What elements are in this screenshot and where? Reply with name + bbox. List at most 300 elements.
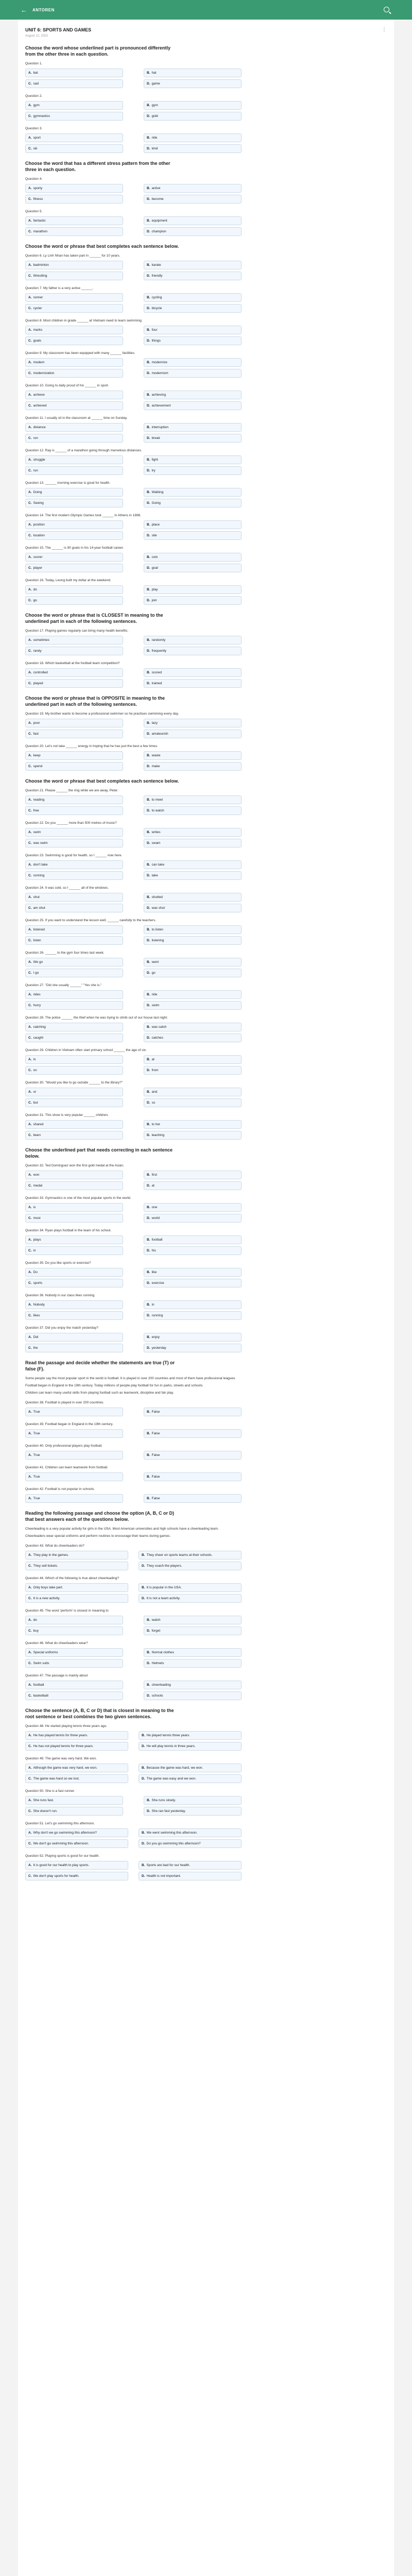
answer-option[interactable] — [25, 1551, 128, 1560]
option-text: try — [151, 469, 156, 472]
question-text: Question 44. Which of the following is true about cheerleading? — [25, 1577, 119, 1580]
answer-option[interactable] — [25, 679, 123, 688]
answer-option[interactable] — [144, 304, 242, 313]
answer-option[interactable] — [25, 1311, 123, 1320]
answer-option[interactable] — [144, 1681, 242, 1689]
answer-option[interactable] — [25, 1616, 123, 1624]
answer-option[interactable] — [25, 434, 123, 443]
answer-option[interactable] — [144, 112, 242, 121]
option-letter: D. — [147, 841, 150, 845]
question-text: Question 31. This show is very popular ______ children. — [25, 1113, 109, 1117]
answer-option[interactable] — [25, 1583, 128, 1592]
answer-option[interactable] — [144, 1429, 242, 1438]
answer-option[interactable] — [144, 1023, 242, 1031]
answer-option[interactable] — [25, 719, 123, 727]
option-letter: B. — [142, 1586, 145, 1589]
option-text: and — [151, 1090, 158, 1094]
answer-option[interactable] — [144, 336, 242, 345]
answer-option[interactable] — [144, 990, 242, 999]
option-letter: D. — [147, 307, 150, 310]
option-letter: D. — [147, 436, 150, 440]
answer-option[interactable] — [144, 1333, 242, 1342]
answer-option[interactable] — [25, 1088, 123, 1096]
answer-option[interactable] — [25, 272, 123, 280]
option-letter: D. — [147, 906, 150, 910]
option-text: modernism — [151, 371, 168, 375]
option-letter: C. — [28, 1874, 32, 1878]
answer-option[interactable] — [144, 1268, 242, 1277]
answer-option[interactable] — [25, 636, 123, 645]
answer-option[interactable] — [139, 1861, 242, 1870]
question-text: Question 1. — [25, 62, 43, 65]
answer-option[interactable] — [25, 1472, 123, 1481]
answer-option[interactable] — [25, 304, 123, 313]
share-icon[interactable]: ⋮ — [382, 27, 387, 32]
answer-option[interactable] — [144, 195, 242, 204]
option-letter: A. — [28, 895, 32, 899]
answer-option[interactable] — [25, 1033, 123, 1042]
answer-option[interactable] — [25, 596, 123, 605]
answer-option[interactable] — [144, 499, 242, 507]
option-letter: C. — [28, 82, 32, 86]
option-text: yesterday — [151, 1346, 166, 1350]
answer-option[interactable] — [25, 184, 123, 193]
answer-option[interactable] — [144, 261, 242, 269]
option-letter: A. — [28, 1734, 32, 1737]
option-text: teaching — [151, 1133, 165, 1137]
answer-option[interactable] — [25, 1742, 128, 1751]
answer-option[interactable] — [25, 520, 123, 529]
answer-option[interactable] — [25, 112, 123, 121]
answer-option[interactable] — [144, 1055, 242, 1064]
answer-option[interactable] — [144, 904, 242, 912]
answer-option[interactable] — [144, 893, 242, 902]
answer-option[interactable] — [144, 1203, 242, 1212]
arrow-left-icon[interactable]: ← — [21, 6, 27, 14]
question-text: Question 7. My father is a very active ______. — [25, 286, 94, 290]
answer-option[interactable] — [144, 79, 242, 88]
answer-option[interactable] — [144, 531, 242, 540]
answer-option[interactable] — [144, 1616, 242, 1624]
option-letter: B. — [147, 393, 150, 397]
answer-option[interactable] — [25, 499, 123, 507]
option-letter: C. — [28, 1184, 32, 1188]
question-item — [25, 853, 387, 880]
option-letter: C. — [28, 939, 32, 942]
option-text: marks — [33, 328, 43, 332]
answer-option[interactable] — [144, 553, 242, 562]
answer-option[interactable] — [25, 969, 123, 977]
answer-option[interactable] — [139, 1583, 242, 1592]
answer-option[interactable] — [25, 1872, 128, 1880]
question-item — [25, 744, 387, 771]
answer-option[interactable] — [144, 184, 242, 193]
answer-option[interactable] — [25, 1774, 128, 1783]
answer-option[interactable] — [144, 1098, 242, 1107]
option-text: cycler — [33, 307, 42, 310]
answer-option[interactable] — [25, 1333, 123, 1342]
answer-option[interactable] — [25, 1214, 123, 1223]
option-letter: A. — [28, 1453, 32, 1457]
answer-option[interactable] — [144, 1300, 242, 1309]
answer-option[interactable] — [25, 423, 123, 432]
answer-option[interactable] — [144, 455, 242, 464]
option-letter: C. — [28, 1597, 32, 1600]
answer-option[interactable] — [144, 564, 242, 572]
answer-option[interactable] — [25, 1764, 128, 1772]
answer-option[interactable] — [25, 668, 123, 677]
answer-option[interactable] — [144, 1311, 242, 1320]
answer-option[interactable] — [144, 272, 242, 280]
answer-option[interactable] — [144, 860, 242, 869]
answer-option[interactable] — [25, 1494, 123, 1503]
answer-option[interactable] — [25, 216, 123, 225]
answer-option[interactable] — [144, 520, 242, 529]
answer-option[interactable] — [139, 1839, 242, 1848]
answer-option[interactable] — [25, 1055, 123, 1064]
answer-option[interactable] — [139, 1594, 242, 1603]
answer-option[interactable] — [25, 839, 123, 848]
answer-option[interactable] — [25, 101, 123, 110]
answer-option[interactable] — [25, 936, 123, 945]
answer-option[interactable] — [25, 293, 123, 302]
answer-option[interactable] — [144, 1626, 242, 1635]
answer-option[interactable] — [25, 1203, 123, 1212]
answer-option[interactable] — [144, 1796, 242, 1805]
option-text: break — [151, 436, 160, 440]
option-letter: C. — [28, 971, 32, 975]
answer-option[interactable] — [25, 466, 123, 475]
answer-option[interactable] — [144, 668, 242, 677]
option-letter: C. — [28, 906, 32, 910]
option-letter: B. — [147, 328, 150, 332]
answer-option[interactable] — [144, 1033, 242, 1042]
answer-option[interactable] — [25, 958, 123, 967]
answer-option[interactable] — [144, 585, 242, 594]
answer-option[interactable] — [25, 1594, 128, 1603]
option-text: lazy — [151, 721, 158, 725]
answer-option[interactable] — [144, 293, 242, 302]
answer-option[interactable] — [144, 936, 242, 945]
answer-option[interactable] — [25, 326, 123, 334]
answer-option[interactable] — [25, 904, 123, 912]
answer-options — [25, 795, 242, 815]
answer-option[interactable] — [144, 133, 242, 142]
option-text: football — [33, 1683, 44, 1687]
option-letter: A. — [28, 1206, 32, 1209]
search-icon[interactable] — [384, 7, 389, 12]
answer-option[interactable] — [25, 553, 123, 562]
answer-option[interactable] — [25, 1344, 123, 1352]
answer-option[interactable] — [144, 1001, 242, 1010]
answer-option[interactable] — [25, 133, 123, 142]
answer-option[interactable] — [25, 1098, 123, 1107]
question-text: Question 23. Swimming is good for health, so I ______ now here. — [25, 854, 123, 857]
option-letter: C. — [28, 147, 32, 150]
answer-option[interactable] — [25, 1451, 123, 1460]
answer-option[interactable] — [144, 871, 242, 880]
answer-option[interactable] — [139, 1872, 242, 1880]
answer-option[interactable] — [144, 1235, 242, 1244]
option-text: make — [151, 765, 160, 768]
answer-option[interactable] — [25, 391, 123, 399]
answer-option[interactable] — [25, 1279, 123, 1287]
answer-options — [25, 520, 242, 540]
answer-option[interactable] — [25, 1807, 123, 1816]
option-text: reading — [33, 798, 45, 802]
answer-option[interactable] — [25, 925, 123, 934]
answer-option[interactable] — [25, 990, 123, 999]
answer-option[interactable] — [25, 1828, 128, 1837]
answer-option[interactable] — [139, 1562, 242, 1570]
option-text: won — [33, 1173, 40, 1177]
answer-option[interactable] — [144, 719, 242, 727]
answer-option[interactable] — [144, 1494, 242, 1503]
option-letter: D. — [147, 404, 150, 408]
answer-option[interactable] — [25, 1659, 123, 1668]
option-text: bicycle — [151, 307, 162, 310]
passage-paragraph: Children can learn many useful skills from playing football such as teamwork, discipline and fair play. — [25, 1391, 174, 1395]
option-letter: D. — [147, 1069, 150, 1072]
answer-option[interactable] — [25, 369, 123, 378]
answer-option[interactable] — [25, 358, 123, 367]
answer-option[interactable] — [144, 1472, 242, 1481]
answer-option[interactable] — [25, 1691, 123, 1700]
answer-options — [25, 751, 242, 771]
passage-paragraph: Cheerleaders wear special uniforms and perform routines to encourage their teams during games. — [25, 1534, 171, 1538]
answer-option[interactable] — [25, 1626, 123, 1635]
option-text: kind — [151, 147, 158, 150]
option-letter: D. — [147, 765, 150, 768]
answer-option[interactable] — [144, 423, 242, 432]
answer-option[interactable] — [25, 795, 123, 804]
answer-option[interactable] — [25, 1731, 128, 1740]
answer-option[interactable] — [25, 762, 123, 771]
answer-option[interactable] — [25, 1131, 123, 1140]
answer-option[interactable] — [144, 795, 242, 804]
passage-paragraph: Cheerleading is a very popular activity for girls in the USA. Most American universities and high schools have a cheerleading team. — [25, 1527, 219, 1531]
answer-option[interactable] — [144, 69, 242, 77]
answer-option[interactable] — [25, 1181, 123, 1190]
answer-option[interactable] — [25, 893, 123, 902]
answer-option[interactable] — [144, 1181, 242, 1190]
option-letter: C. — [28, 765, 32, 768]
answer-options — [25, 1055, 242, 1075]
answer-option[interactable] — [25, 1001, 123, 1010]
answer-option[interactable] — [144, 969, 242, 977]
answer-option[interactable] — [25, 1120, 123, 1129]
option-letter: A. — [28, 555, 32, 559]
answer-option[interactable] — [25, 806, 123, 815]
answer-option[interactable] — [144, 101, 242, 110]
answer-option[interactable] — [25, 860, 123, 869]
answer-option[interactable] — [25, 751, 123, 760]
answer-option[interactable] — [25, 1023, 123, 1031]
option-text: She doesn't run. — [33, 1809, 58, 1813]
option-text: in — [33, 1058, 36, 1061]
answer-option[interactable] — [144, 1088, 242, 1096]
option-text: Doing — [33, 490, 42, 494]
option-text: at — [151, 1184, 154, 1188]
answer-option[interactable] — [139, 1742, 242, 1751]
answer-option[interactable] — [139, 1731, 242, 1740]
answer-option[interactable] — [25, 261, 123, 269]
answer-option[interactable] — [144, 647, 242, 655]
answer-option[interactable] — [144, 144, 242, 153]
answer-option[interactable] — [25, 1562, 128, 1570]
answer-option[interactable] — [144, 1648, 242, 1657]
option-text: hurry — [33, 1004, 41, 1007]
option-text: goal — [151, 566, 158, 570]
answer-option[interactable] — [25, 1235, 123, 1244]
question-text: Question 16. Today, Leong built my dollar at the weekend. — [25, 579, 111, 582]
answer-option[interactable] — [144, 679, 242, 688]
answer-option[interactable] — [144, 488, 242, 497]
answer-option[interactable] — [144, 401, 242, 410]
answer-option[interactable] — [144, 1344, 242, 1352]
option-text: trained — [151, 682, 162, 685]
option-text: fitness — [33, 197, 43, 201]
option-text: sporty — [33, 187, 43, 190]
answer-option[interactable] — [144, 596, 242, 605]
answer-option[interactable] — [25, 531, 123, 540]
answer-option[interactable] — [144, 1120, 242, 1129]
answer-option[interactable] — [25, 1408, 123, 1416]
answer-option[interactable] — [139, 1774, 242, 1783]
answer-option[interactable] — [25, 69, 123, 77]
answer-option[interactable] — [144, 1807, 242, 1816]
option-letter: B. — [147, 993, 150, 996]
answer-option[interactable] — [144, 806, 242, 815]
answer-options — [25, 1648, 242, 1668]
option-text: was shut — [151, 906, 165, 910]
answer-option[interactable] — [144, 730, 242, 738]
passage-paragraph: Some people say the most popular sport in the world is football. It is played in over 200 countries and most of them have professional leagues. — [25, 1377, 236, 1380]
option-letter: B. — [147, 1475, 150, 1479]
answer-option[interactable] — [144, 369, 242, 378]
answer-option[interactable] — [25, 1171, 123, 1179]
answer-option[interactable] — [144, 828, 242, 837]
option-letter: D. — [147, 939, 150, 942]
question-item — [25, 1641, 387, 1668]
option-letter: D. — [147, 197, 150, 201]
option-text: swim — [151, 1004, 160, 1007]
answer-option[interactable] — [25, 585, 123, 594]
answer-option[interactable] — [25, 144, 123, 153]
answer-option[interactable] — [25, 455, 123, 464]
answer-option[interactable] — [144, 326, 242, 334]
option-text: schools — [151, 1694, 163, 1698]
answer-option[interactable] — [144, 466, 242, 475]
answer-options — [25, 261, 242, 280]
answer-option[interactable] — [144, 1246, 242, 1255]
answer-option[interactable] — [144, 1451, 242, 1460]
answer-option[interactable] — [139, 1551, 242, 1560]
option-text: runner — [33, 296, 43, 299]
answer-option[interactable] — [25, 1648, 123, 1657]
answer-option[interactable] — [144, 434, 242, 443]
answer-option[interactable] — [144, 1659, 242, 1668]
answer-option[interactable] — [25, 227, 123, 236]
answer-option[interactable] — [144, 925, 242, 934]
answer-option[interactable] — [144, 358, 242, 367]
question-text: Question 42. Football is not popular in schools. — [25, 1487, 95, 1491]
answer-option[interactable] — [25, 336, 123, 345]
option-letter: B. — [147, 523, 150, 527]
answer-option[interactable] — [139, 1828, 242, 1837]
answer-option[interactable] — [144, 1279, 242, 1287]
answer-option[interactable] — [144, 839, 242, 848]
answer-option[interactable] — [144, 1408, 242, 1416]
option-letter: D. — [147, 1694, 150, 1698]
answer-option[interactable] — [144, 1131, 242, 1140]
answer-option[interactable] — [25, 79, 123, 88]
answer-option[interactable] — [25, 1066, 123, 1075]
answer-option[interactable] — [144, 958, 242, 967]
answer-options — [25, 455, 242, 475]
option-letter: D. — [142, 1597, 145, 1600]
option-letter: C. — [28, 1662, 32, 1665]
option-letter: A. — [28, 426, 32, 429]
answer-options — [25, 1681, 242, 1700]
question-item — [25, 821, 387, 848]
option-letter: B. — [142, 1766, 145, 1770]
answer-option[interactable] — [139, 1764, 242, 1772]
option-letter: A. — [28, 1058, 32, 1061]
answer-option[interactable] — [25, 1681, 123, 1689]
answer-option[interactable] — [25, 1429, 123, 1438]
answer-option[interactable] — [25, 828, 123, 837]
option-text: so — [151, 1101, 156, 1105]
answer-option[interactable] — [144, 762, 242, 771]
question-text: Question 28. The police ______ the thief when he was trying to climb out of our house last night. — [25, 1016, 168, 1020]
answer-option[interactable] — [144, 636, 242, 645]
answer-option[interactable] — [144, 391, 242, 399]
answer-option[interactable] — [144, 227, 242, 236]
answer-option[interactable] — [25, 1268, 123, 1277]
answer-option[interactable] — [25, 871, 123, 880]
answer-option[interactable] — [144, 1214, 242, 1223]
answer-option[interactable] — [25, 488, 123, 497]
question-item — [25, 788, 387, 815]
answer-option[interactable] — [25, 195, 123, 204]
answer-option[interactable] — [25, 1796, 123, 1805]
option-text: sport — [33, 136, 41, 140]
option-text: Did — [33, 1335, 39, 1339]
answer-option[interactable] — [25, 564, 123, 572]
answer-option[interactable] — [25, 1246, 123, 1255]
answer-option[interactable] — [144, 1691, 242, 1700]
answer-option[interactable] — [144, 216, 242, 225]
answer-option[interactable] — [144, 1066, 242, 1075]
answer-option[interactable] — [144, 751, 242, 760]
option-letter: C. — [28, 1346, 32, 1350]
answer-option[interactable] — [25, 1300, 123, 1309]
option-letter: C. — [28, 230, 32, 233]
answer-option[interactable] — [25, 401, 123, 410]
answer-option[interactable] — [25, 1839, 128, 1848]
answer-option[interactable] — [144, 1171, 242, 1179]
answer-options — [25, 1583, 242, 1603]
answer-options — [25, 1268, 242, 1287]
answer-option[interactable] — [25, 1861, 128, 1870]
question-text: Question 39. Football began in England in the 19th century. — [25, 1422, 113, 1426]
answer-option[interactable] — [25, 730, 123, 738]
option-letter: D. — [147, 971, 150, 975]
option-text: They coach the players. — [146, 1564, 182, 1568]
answer-options — [25, 358, 242, 378]
answer-option[interactable] — [25, 647, 123, 655]
